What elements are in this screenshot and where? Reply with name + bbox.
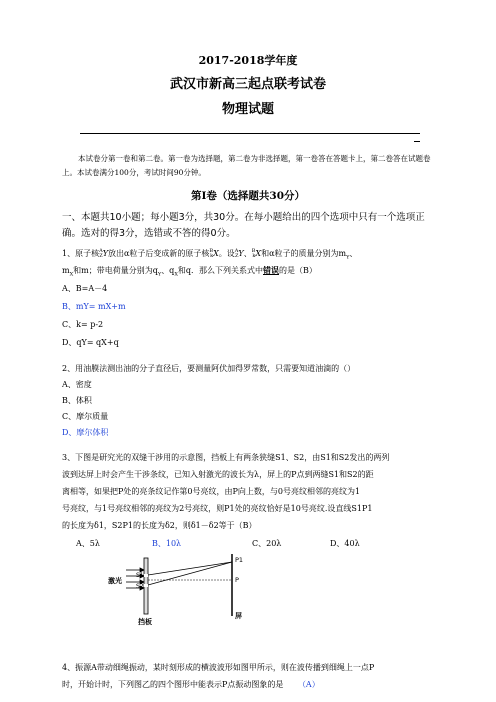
q1-option-d: D、qY= qX+q [62, 338, 119, 347]
q1-option-b: B、mY= mX+m [62, 302, 126, 311]
exam-instructions: 本试卷分第一卷和第二卷。第一卷为选择题，第二卷为非选择题，第一卷答在答题卡上，第二卷答在试题卷上。本试卷满分100分，考试时间90分钟。 [62, 154, 431, 177]
exam-subject: 物理试题 [221, 102, 274, 117]
exam-title: 武汉市新高三起点联考试卷 [169, 77, 326, 92]
q3-option-b: B、10λ [152, 539, 182, 548]
nuclide-symbol: X [213, 249, 219, 258]
screen-label: 屏 [235, 612, 242, 620]
q1-text: 和m；带电荷量分别为q [73, 266, 158, 275]
ray-s1-p1 [148, 562, 232, 575]
exam-year: 2017-2018学年度 [198, 54, 298, 67]
q1-text: 、q [161, 266, 175, 275]
q3-option-d: D、40λ [330, 539, 360, 548]
nuclide-notation: B k [251, 248, 256, 259]
q2-option-a: A、密度 [62, 380, 92, 389]
q4-answer: （A） [297, 680, 320, 689]
nuclide-symbol: X [255, 249, 262, 258]
q1-line2 [62, 263, 317, 283]
q1-option-c: C、k= p-2 [62, 320, 104, 329]
slit-s1 [144, 574, 148, 577]
laser-label: 激光 [108, 577, 122, 585]
q2-option-c: C、摩尔质量 [62, 412, 109, 421]
s2-label: S2 [136, 583, 144, 590]
subscript: X [174, 271, 178, 278]
q2-option-b: B、体积 [62, 396, 92, 405]
q3-option-c: C、20λ [252, 539, 282, 548]
q1-text: m [62, 266, 70, 275]
subscript: Y [346, 254, 350, 261]
q1-text: 。设 [218, 249, 235, 258]
q3-line4: 号亮纹，与1号亮纹相邻的亮纹为2号亮纹，则P1处的亮纹恰好是10号亮纹.设直线S1P1 [62, 504, 373, 513]
q3-line3: 离相等，如果把P处的亮条纹记作第0号亮纹，由P向上数，与0号亮纹相邻的亮纹为1 [62, 487, 361, 496]
q3-option-a: A、5λ [76, 539, 100, 548]
slit-s2 [144, 584, 148, 587]
subscript: Y [157, 271, 162, 278]
q3-line1: 3、下图是研究光的双缝干涉用的示意图，挡板上有两条狭缝S1、S2，由S1和S2发出的两列 [62, 453, 390, 462]
q4-line2 [62, 677, 320, 692]
part1-title: 第Ⅰ卷（选择题共30分） [190, 190, 306, 202]
p1-label: P1 [235, 556, 244, 564]
subscript: X [69, 271, 74, 278]
q3-line2: 波到达屏上时会产生干涉条纹，已知入射激光的波长为λ，屏上的P点到两缝S1和S2的距 [62, 470, 374, 479]
q2-option-d: D、摩尔体积 [62, 428, 109, 437]
section-heading: 一、本题共10小题；每小题3分，共30分。在每小题给出的四个选项中只有一个选项正确。选对的得3分，选错或不答的得0分。 [62, 212, 425, 239]
nuclide-symbol: Y [102, 249, 108, 258]
nuclide-notation: B k [209, 248, 214, 259]
nuclide-symbol: Y [238, 249, 244, 258]
nuclide-notation: A Z [99, 248, 103, 259]
ray-s2-p1 [148, 562, 232, 585]
p-label: P [235, 576, 239, 584]
nuclide-notation: A Z [234, 248, 239, 259]
s1-label: S1 [136, 572, 144, 579]
header-rule [80, 133, 420, 134]
header-rule-mark [414, 141, 420, 142]
q1-text: 、 [243, 249, 252, 258]
q1-option-a: A、B=A－4 [62, 284, 108, 293]
q1-text: 放出α粒子后变成新的原子核 [108, 249, 210, 258]
double-slit-diagram [110, 550, 270, 630]
q1-text: 和α粒子的质量分别为m [261, 249, 347, 258]
emphasis-wrong: 错误 [263, 265, 279, 275]
q4-text: 时，开始计时，下列图乙的四个图形中能表示P点振动图象的是 [62, 680, 284, 689]
q1-answer: 的是（B） [279, 266, 317, 275]
q4-line1: 4、振源A带动细绳振动，某时刻形成的横波波形如图甲所示，则在波传播到细绳上一点P [62, 663, 375, 672]
q1-text: 1、原子核 [62, 249, 100, 258]
q1-text: 和q．那么下列关系式中 [177, 266, 263, 275]
q1-text: 、 [349, 249, 358, 258]
q2-stem: 2、用油膜法测出油的分子直径后，要测量阿伏加得罗常数，只需要知道油滴的（） [62, 364, 356, 373]
q3-line5: 的长度为δ1，S2P1的长度为δ2，则δ1－δ2等于（B） [62, 521, 257, 530]
baffle-label: 挡板 [138, 618, 152, 626]
